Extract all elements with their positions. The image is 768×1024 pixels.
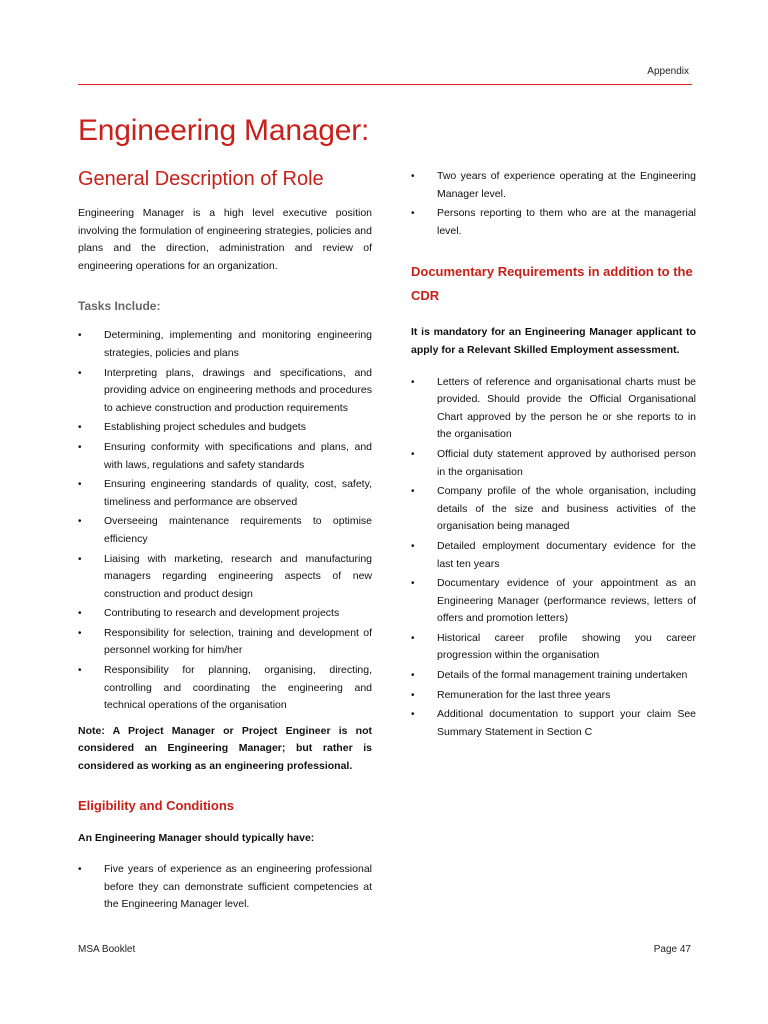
bullet-icon: • bbox=[78, 665, 82, 677]
list-item bbox=[411, 538, 696, 573]
list-item-text: Letters of reference and organisational charts must be provided. Should provide the Official Organisational Chart approved by the person he or she reports to in the organisation bbox=[437, 375, 696, 441]
list-item bbox=[78, 365, 372, 418]
bullet-icon: • bbox=[78, 367, 82, 379]
right-column bbox=[411, 168, 696, 743]
list-item bbox=[411, 483, 696, 536]
bullet-icon: • bbox=[78, 608, 82, 620]
left-column bbox=[78, 168, 372, 914]
docs-heading: Documentary Requirements in addition to the CDR bbox=[411, 264, 693, 304]
bullet-icon: • bbox=[78, 441, 82, 453]
tasks-heading: Tasks Include: bbox=[78, 299, 161, 314]
docs-intro: It is mandatory for an Engineering Manager applicant to apply for a Relevant Skilled Employment assessment. bbox=[411, 326, 696, 356]
bullet-icon: • bbox=[78, 516, 82, 528]
bullet-icon: • bbox=[411, 208, 415, 220]
list-item-text: Liaising with marketing, research and manufacturing managers regarding engineering aspects of new construction and product design bbox=[104, 552, 372, 600]
docs-list bbox=[411, 374, 696, 742]
list-item bbox=[411, 667, 696, 685]
list-item bbox=[78, 419, 372, 437]
bullet-icon: • bbox=[411, 486, 415, 498]
bullet-icon: • bbox=[411, 540, 415, 552]
list-item bbox=[78, 327, 372, 362]
bullet-icon: • bbox=[78, 627, 82, 639]
bullet-icon: • bbox=[411, 709, 415, 721]
bullet-icon: • bbox=[78, 864, 82, 876]
header-rule bbox=[78, 84, 692, 85]
list-item bbox=[78, 861, 372, 914]
bullet-icon: • bbox=[411, 632, 415, 644]
note-paragraph: Note: A Project Manager or Project Engineer is not considered an Engineering Manager; but rather is considered as working as an engineering professional. bbox=[78, 724, 372, 773]
list-item bbox=[78, 513, 372, 548]
list-item-text: Establishing project schedules and budgets bbox=[104, 421, 306, 434]
eligibility-intro: An Engineering Manager should typically have: bbox=[78, 831, 315, 844]
list-item bbox=[411, 575, 696, 628]
list-item-text: Overseeing maintenance requirements to optimise efficiency bbox=[104, 515, 372, 545]
list-item bbox=[78, 476, 372, 511]
list-item-text: Detailed employment documentary evidence for the last ten years bbox=[437, 539, 696, 570]
bullet-icon: • bbox=[78, 479, 82, 491]
list-item-text: Two years of experience operating at the Engineering Manager level. bbox=[437, 170, 696, 200]
eligibility-heading: Eligibility and Conditions bbox=[78, 797, 234, 813]
list-item bbox=[411, 706, 696, 741]
bullet-icon: • bbox=[411, 689, 415, 701]
section-heading-general-description: General Description of Role bbox=[78, 168, 324, 190]
list-item-text: Ensuring conformity with specifications and plans, and with laws, regulations and safety standards bbox=[104, 440, 372, 471]
list-item bbox=[78, 439, 372, 474]
list-item-text: Persons reporting to them who are at the managerial level. bbox=[437, 207, 696, 237]
bullet-icon: • bbox=[411, 670, 415, 682]
list-item-text: Responsibility for selection, training and development of personnel working for him/her bbox=[104, 626, 372, 657]
list-item-text: Five years of experience as an engineering professional before they can demonstrate sufficient competencies at the Engineering Manager level. bbox=[104, 863, 372, 911]
list-item-text: Official duty statement approved by authorised person in the organisation bbox=[437, 447, 696, 478]
list-item-text: Company profile of the whole organisation, including details of the size and business activities of the organisation being managed bbox=[437, 485, 696, 533]
list-item bbox=[78, 625, 372, 660]
page-title: Engineering Manager: bbox=[78, 114, 370, 147]
list-item bbox=[411, 687, 696, 705]
list-item-text: Additional documentation to support your claim See Summary Statement in Section C bbox=[437, 708, 696, 738]
list-item bbox=[78, 662, 372, 715]
list-item bbox=[411, 168, 696, 203]
bullet-icon: • bbox=[411, 578, 415, 590]
list-item-text: Determining, implementing and monitoring engineering strategies, policies and plans bbox=[104, 329, 372, 359]
list-item-text: Historical career profile showing you career progression within the organisation bbox=[437, 631, 696, 662]
bullet-icon: • bbox=[411, 448, 415, 460]
footer-booklet-name: MSA Booklet bbox=[78, 944, 136, 955]
eligibility-list-right bbox=[411, 168, 696, 240]
eligibility-list-left bbox=[78, 861, 372, 914]
list-item bbox=[78, 605, 372, 623]
list-item-text: Remuneration for the last three years bbox=[437, 688, 611, 701]
list-item bbox=[411, 630, 696, 665]
list-item-text: Details of the formal management training undertaken bbox=[437, 669, 688, 682]
role-description: Engineering Manager is a high level executive position involving the formulation of engineering strategies, policies and plans and the direction, administration and review of engineering operations for an organization. bbox=[78, 207, 372, 272]
list-item-text: Responsibility for planning, organising, directing, controlling and coordinating the engineering and technical operations of the organisation bbox=[104, 664, 372, 712]
bullet-icon: • bbox=[78, 422, 82, 434]
list-item-text: Ensuring engineering standards of quality, cost, safety, timeliness and performance are observed bbox=[104, 478, 372, 508]
bullet-icon: • bbox=[411, 376, 415, 388]
footer-page-number: Page 47 bbox=[653, 944, 691, 955]
list-item bbox=[411, 374, 696, 444]
bullet-icon: • bbox=[78, 553, 82, 565]
list-item bbox=[78, 551, 372, 604]
bullet-icon: • bbox=[78, 330, 82, 342]
header-label: Appendix bbox=[647, 66, 689, 77]
list-item bbox=[411, 205, 696, 240]
list-item-text: Documentary evidence of your appointment as an Engineering Manager (performance reviews, letters of offers and promotion letters) bbox=[437, 577, 696, 625]
list-item-text: Interpreting plans, drawings and specifications, and providing advice on engineering methods and procedures to achieve construction and production requirements bbox=[104, 366, 372, 414]
list-item-text: Contributing to research and development projects bbox=[104, 607, 340, 620]
tasks-list bbox=[78, 327, 372, 714]
list-item bbox=[411, 446, 696, 481]
bullet-icon: • bbox=[411, 171, 415, 182]
